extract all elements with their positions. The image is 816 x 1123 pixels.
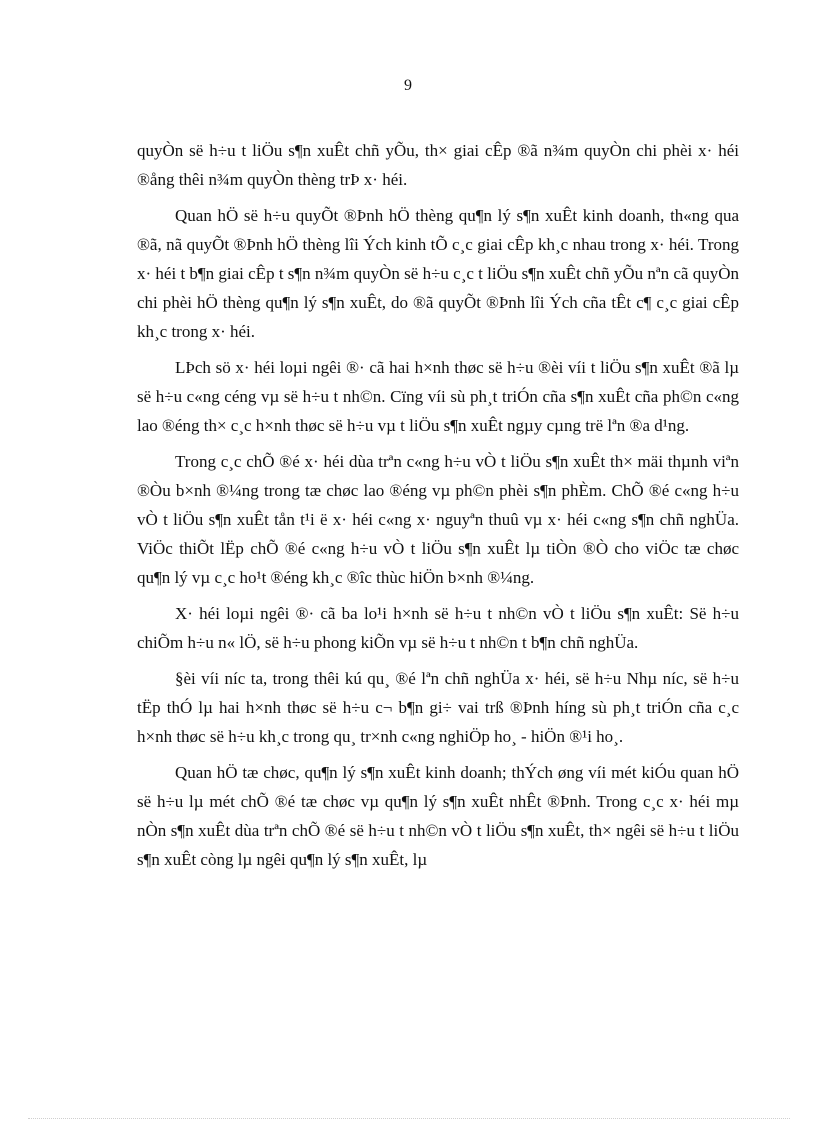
page-number: 9 [404, 77, 412, 94]
document-body [137, 136, 739, 881]
paragraph-2: Quan hÖ së h÷u quyÕt ®Þnh hÖ thèng qu¶n lý s¶n xuÊt kinh doanh, th«ng qua ®ã, nã quyÕt ®Þnh hÖ thèng lîi Ých kinh tÕ c¸c giai cÊp kh¸c nhau trong x· héi. Trong x· héi t b¶n giai cÊp t s¶n n¾m quyÒn së h÷u c¸c t liÖu s¶n xuÊt chñ yÕu nªn cã quyÒn chi phèi hÖ thèng qu¶n lý s¶n xuÊt, do ®ã quyÕt ®Þnh lîi Ých cña tÊt c¶ c¸c giai cÊp kh¸c trong x· héi. [137, 206, 739, 341]
paragraph-3: LÞch sö x· héi loµi ngêi ®· cã hai h×nh thøc së h÷u ®èi víi t liÖu s¶n xuÊt ®ã lµ së h÷u c«ng céng vµ së h÷u t nh©n. Cïng víi sù ph¸t triÓn cña s¶n xuÊt cña ph©n c«ng lao ®éng th× c¸c h×nh thøc së h÷u vµ t liÖu s¶n xuÊt ngµy cµng trë lªn ®a d¹ng. [137, 358, 739, 435]
paragraph-7: Quan hÖ tæ chøc, qu¶n lý s¶n xuÊt kinh doanh; thÝch øng víi mét kiÓu quan hÖ së h÷u lµ mét chÕ ®é tæ chøc vµ qu¶n lý s¶n xuÊt nhÊt ®Þnh. Trong c¸c x· héi mµ nÒn s¶n xuÊt dùa trªn chÕ ®é së h÷u t nh©n vÒ t liÖu s¶n xuÊt, th× ngêi së h÷u t liÖu s¶n xuÊt còng lµ ngêi qu¶n lý s¶n xuÊt, lµ [137, 763, 739, 869]
paragraph-4: Trong c¸c chÕ ®é x· héi dùa trªn c«ng h÷u vÒ t liÖu s¶n xuÊt th× mäi thµnh viªn ®Òu b×nh ®¼ng trong tæ chøc lao ®éng vµ ph©n phèi s¶n phÈm. ChÕ ®é c«ng h÷u vÒ t liÖu s¶n xuÊt tån t¹i ë x· héi c«ng x· nguyªn thuû vµ x· héi c«ng s¶n chñ nghÜa. ViÖc thiÕt lËp chÕ ®é c«ng h÷u vÒ t liÖu s¶n xuÊt lµ tiÒn ®Ò cho viÖc tæ chøc qu¶n lý vµ c¸c ho¹t ®éng kh¸c ®îc thùc hiÖn b×nh ®¼ng. [137, 452, 739, 587]
page-bottom-divider [28, 1118, 790, 1119]
paragraph-5: X· héi loµi ngêi ®· cã ba lo¹i h×nh së h÷u t nh©n vÒ t liÖu s¶n xuÊt: Së h÷u chiÕm h÷u n« lÖ, së h÷u phong kiÕn vµ së h÷u t nh©n t b¶n chñ nghÜa. [137, 604, 739, 652]
paragraph-1: quyÒn së h÷u t liÖu s¶n xuÊt chñ yÕu, th× giai cÊp ®ã n¾m quyÒn chi phèi x· héi ®ång thêi n¾m quyÒn thèng trÞ x· héi. [137, 141, 739, 189]
paragraph-6: §èi víi níc ta, trong thêi kú qu¸ ®é lªn chñ nghÜa x· héi, së h÷u Nhµ níc, së h÷u tËp thÓ lµ hai h×nh thøc së h÷u c¬ b¶n gi÷ vai trß ®Þnh híng sù ph¸t triÓn cña c¸c h×nh thøc së h÷u kh¸c trong qu¸ tr×nh c«ng nghiÖp ho¸ - hiÖn ®¹i ho¸. [137, 669, 739, 746]
